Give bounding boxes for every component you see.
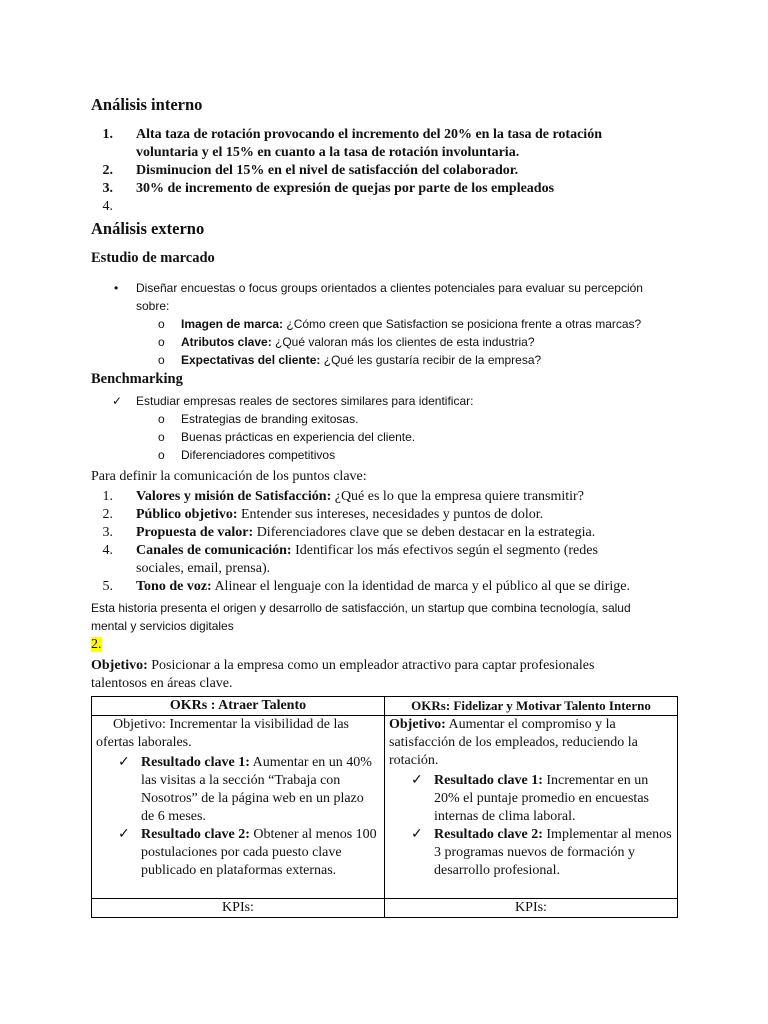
objetivo-label: Objetivo:	[113, 717, 166, 732]
historia-text: Esta historia presenta el origen y desarrollo de satisfacción, un startup que combina tecnología, salud	[91, 601, 631, 615]
key-result-item	[389, 826, 673, 880]
list-item-text: Alinear el lenguaje con la identidad de marca y el público al que se dirige.	[211, 579, 631, 594]
list-number: 3.	[102, 525, 113, 540]
checkmark-icon: ✓	[411, 827, 423, 842]
sub-list-item	[158, 428, 678, 446]
highlighted-number: 2.	[91, 637, 102, 652]
list-item-label: Público objetivo:	[136, 507, 238, 522]
sub-list-item	[158, 333, 698, 351]
estudio-bullet	[114, 279, 674, 315]
key-result-label: Resultado clave 2:	[434, 827, 543, 842]
list-number: 2.	[102, 507, 113, 522]
estudio-sub-list	[158, 315, 698, 369]
sub-item-text: ¿Cómo creen que Satisfaction se posiciona frente a otras marcas?	[283, 317, 642, 331]
list-number: 5.	[102, 579, 113, 594]
sub-list-item	[158, 446, 678, 464]
list-item-text: voluntaria y el 15% en cuanto a la tasa de rotación involuntaria.	[136, 145, 520, 160]
objetivo-text: talentosos en áreas clave.	[91, 676, 233, 691]
list-item	[91, 542, 691, 578]
list-number: 1.	[102, 489, 113, 504]
heading-analisis-externo: Análisis externo	[91, 219, 205, 238]
sub-item-label: Imagen de marca:	[181, 317, 284, 331]
table-header-fidelizar: OKRs: Fidelizar y Motivar Talento Interno	[385, 697, 678, 716]
list-item-text: Entender sus intereses, necesidades y puntos de dolor.	[237, 507, 544, 522]
objetivo-label: Objetivo:	[389, 717, 446, 732]
sub-item-text: Buenas prácticas en experiencia del cliente.	[181, 430, 416, 444]
key-result-text: Incrementar en un 20% el puntaje promedio en encuestas internas de clima laboral.	[434, 773, 649, 824]
bullet-icon: •	[114, 281, 119, 295]
bullet-text: Diseñar encuestas o focus groups orientados a clientes potenciales para evaluar su percepción	[136, 281, 643, 295]
list-item	[91, 126, 691, 162]
list-number: 3.	[102, 181, 113, 196]
list-item	[91, 180, 691, 198]
objetivo-text: Posicionar a la empresa como un empleador atractivo para captar profesionales	[147, 658, 595, 673]
key-result-item	[389, 772, 673, 826]
kpi-cell-right: KPIs:	[385, 899, 678, 918]
checkmark-icon: ✓	[411, 773, 423, 788]
list-number: 1.	[102, 127, 113, 142]
list-number: 4.	[102, 199, 113, 214]
table-header-atraer: OKRs : Atraer Talento	[92, 697, 385, 716]
table-cell-fidelizar	[385, 716, 678, 899]
sub-list-item	[158, 315, 698, 333]
heading-estudio-de-mercado: Estudio de marcado	[91, 250, 215, 266]
table-row	[92, 899, 678, 918]
list-item	[91, 506, 691, 524]
circle-bullet-icon: o	[158, 448, 165, 462]
list-item-text: Diferenciadores clave que se deben destacar en la estrategia.	[253, 525, 596, 540]
historia-text: mental y servicios digitales	[91, 619, 234, 633]
key-result-label: Resultado clave 1:	[434, 773, 543, 788]
sub-list-item	[158, 351, 698, 369]
comunicacion-list	[91, 488, 691, 596]
sub-item-text: Diferenciadores competitivos	[181, 448, 336, 462]
section-2-marker	[91, 636, 102, 654]
key-result-item	[96, 826, 380, 880]
list-number: 4.	[102, 543, 113, 558]
list-item-label: Valores y misión de Satisfacción:	[136, 489, 332, 504]
list-item-text: 30% de incremento de expresión de quejas por parte de los empleados	[136, 181, 555, 196]
list-item	[91, 578, 691, 596]
heading-analisis-interno: Análisis interno	[91, 95, 203, 114]
objetivo-paragraph	[91, 657, 691, 693]
checkmark-icon: ✓	[112, 394, 123, 408]
list-item	[91, 162, 691, 180]
circle-bullet-icon: o	[158, 430, 165, 444]
heading-benchmarking: Benchmarking	[91, 371, 183, 387]
bench-sub-list	[158, 410, 678, 464]
checkmark-icon: ✓	[118, 827, 130, 842]
key-result-label: Resultado clave 2:	[141, 827, 250, 842]
table-row	[92, 716, 678, 899]
list-number: 2.	[102, 163, 113, 178]
list-item-text: sociales, email, prensa).	[136, 561, 271, 576]
list-item-label: Propuesta de valor:	[136, 525, 254, 540]
sub-item-text: ¿Qué les gustaría recibir de la empresa?	[320, 353, 542, 367]
list-item-label: Canales de comunicación:	[136, 543, 292, 558]
key-result-item	[96, 754, 380, 826]
table-cell-atraer	[92, 716, 385, 899]
key-result-label: Resultado clave 1:	[141, 755, 250, 770]
bench-check-text: Estudiar empresas reales de sectores similares para identificar:	[136, 394, 474, 408]
sub-item-label: Atributos clave:	[181, 335, 272, 349]
list-item-text: Disminucion del 15% en el nivel de satisfacción del colaborador.	[136, 163, 519, 178]
analisis-interno-list	[91, 126, 691, 216]
list-item	[91, 524, 691, 542]
sub-item-text: ¿Qué valoran más los clientes de esta industria?	[271, 335, 535, 349]
key-result-text: Implementar al menos 3 programas nuevos de formación y desarrollo profesional.	[434, 827, 672, 878]
objetivo-text: Aumentar el compromiso y la satisfacción de los empleados, reduciendo la rotación.	[389, 717, 638, 768]
historia-paragraph	[91, 599, 711, 635]
table-header-row	[92, 697, 678, 716]
sub-list-item	[158, 410, 678, 428]
key-result-text: Obtener al menos 100 postulaciones por cada puesto clave publicado en plataformas externas.	[141, 827, 377, 878]
circle-bullet-icon: o	[158, 412, 165, 426]
circle-bullet-icon: o	[158, 353, 165, 367]
checkmark-icon: ✓	[118, 755, 130, 770]
circle-bullet-icon: o	[158, 317, 165, 331]
sub-item-text: Estrategias de branding exitosas.	[181, 412, 359, 426]
list-item-text: Alta taza de rotación provocando el incremento del 20% en la tasa de rotación	[136, 127, 602, 142]
okr-table	[91, 696, 678, 918]
list-item-label: Tono de voz:	[136, 579, 212, 594]
list-item	[91, 488, 691, 506]
objetivo-label: Objetivo:	[91, 658, 148, 673]
kpi-cell-left: KPIs:	[92, 899, 385, 918]
circle-bullet-icon: o	[158, 335, 165, 349]
list-item-text: ¿Qué es lo que la empresa quiere transmitir?	[331, 489, 584, 504]
comunicacion-intro: Para definir la comunicación de los puntos clave:	[91, 469, 367, 484]
bullet-text: sobre:	[136, 299, 170, 313]
sub-item-label: Expectativas del cliente:	[181, 353, 321, 367]
objetivo-text: Incrementar la visibilidad de las ofertas laborales.	[96, 717, 349, 750]
list-item	[91, 198, 691, 216]
list-item-text: Identificar los más efectivos según el segmento (redes	[291, 543, 598, 558]
key-result-text: Aumentar en un 40% las visitas a la sección “Trabaja con Nosotros” de la página web en un plazo de 6 meses.	[141, 755, 372, 824]
